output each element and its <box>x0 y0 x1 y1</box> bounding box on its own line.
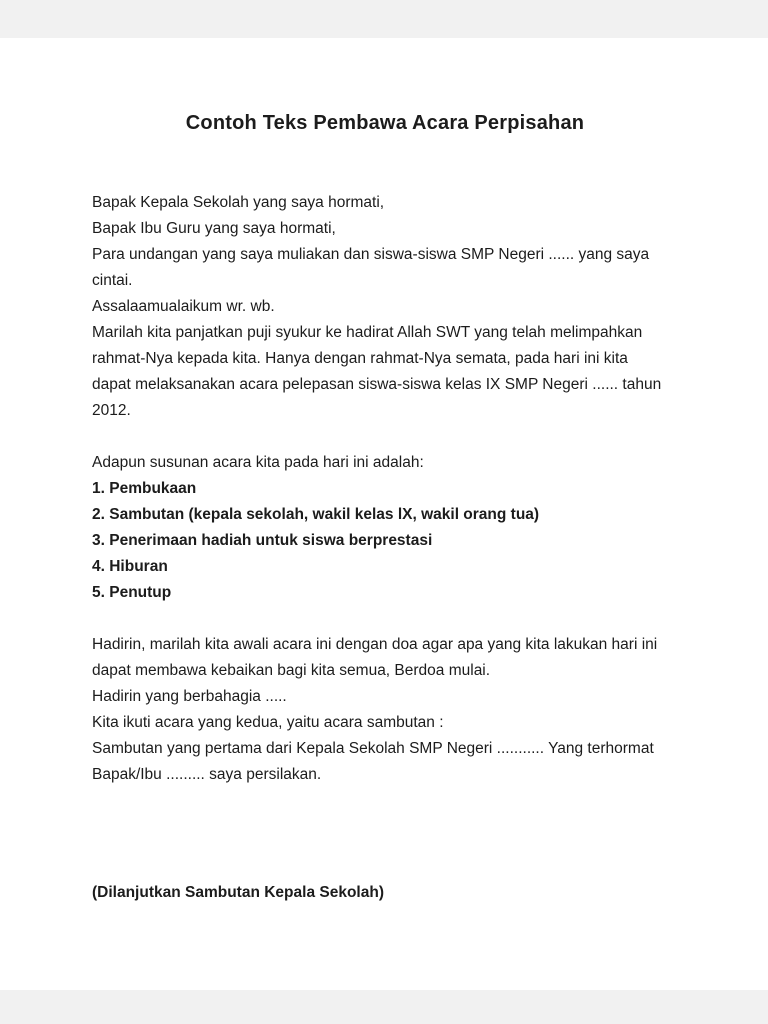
text-line: Adapun susunan acara kita pada hari ini adalah: <box>92 454 424 471</box>
text-line: dapat melaksanakan acara pelepasan siswa-siswa kelas IX SMP Negeri ...... tahun <box>92 376 662 393</box>
text-line: Hadirin yang berbahagia ..... <box>92 688 287 705</box>
text-line: 3. Penerimaan hadiah untuk siswa berprestasi <box>92 532 433 549</box>
text-line: 4. Hiburan <box>92 558 168 575</box>
document-page <box>0 38 768 906</box>
text-line: dapat membawa kebaikan bagi kita semua, Berdoa mulai. <box>92 662 491 679</box>
text-line: 2. Sambutan (kepala sekolah, wakil kelas lX, wakil orang tua) <box>92 506 540 523</box>
top-edge-band <box>0 0 768 38</box>
text-line: Assalaamualaikum wr. wb. <box>92 298 275 315</box>
text-line: Bapak Kepala Sekolah yang saya hormati, <box>92 194 385 211</box>
agenda-list <box>92 476 678 606</box>
opening-salutation <box>92 190 678 424</box>
text-line: Hadirin, marilah kita awali acara ini dengan doa agar apa yang kita lakukan hari ini <box>92 636 658 653</box>
text-line: Para undangan yang saya muliakan dan siswa-siswa SMP Negeri ...... yang saya <box>92 246 650 263</box>
text-line: cintai. <box>92 272 133 289</box>
text-line: Marilah kita panjatkan puji syukur ke hadirat Allah SWT yang telah melimpahkan <box>92 324 643 341</box>
prayer-and-speech-intro <box>92 632 678 788</box>
document-body <box>92 190 678 906</box>
text-line: Bapak/Ibu ......... saya persilakan. <box>92 766 322 783</box>
text-line: Bapak Ibu Guru yang saya hormati, <box>92 220 336 237</box>
text-line: 2012. <box>92 402 131 419</box>
continuation-note <box>92 880 678 906</box>
text-line: Kita ikuti acara yang kedua, yaitu acara sambutan : <box>92 714 444 731</box>
agenda-intro <box>92 450 678 476</box>
text-line: 5. Penutup <box>92 584 172 601</box>
text-line: rahmat-Nya kepada kita. Hanya dengan rahmat-Nya semata, pada hari ini kita <box>92 350 628 367</box>
text-line: 1. Pembukaan <box>92 480 197 497</box>
bottom-edge-band <box>0 990 768 1024</box>
document-title: Contoh Teks Pembawa Acara Perpisahan <box>185 112 585 134</box>
text-line: Sambutan yang pertama dari Kepala Sekolah SMP Negeri ........... Yang terhormat <box>92 740 654 757</box>
text-line: (Dilanjutkan Sambutan Kepala Sekolah) <box>92 884 384 901</box>
